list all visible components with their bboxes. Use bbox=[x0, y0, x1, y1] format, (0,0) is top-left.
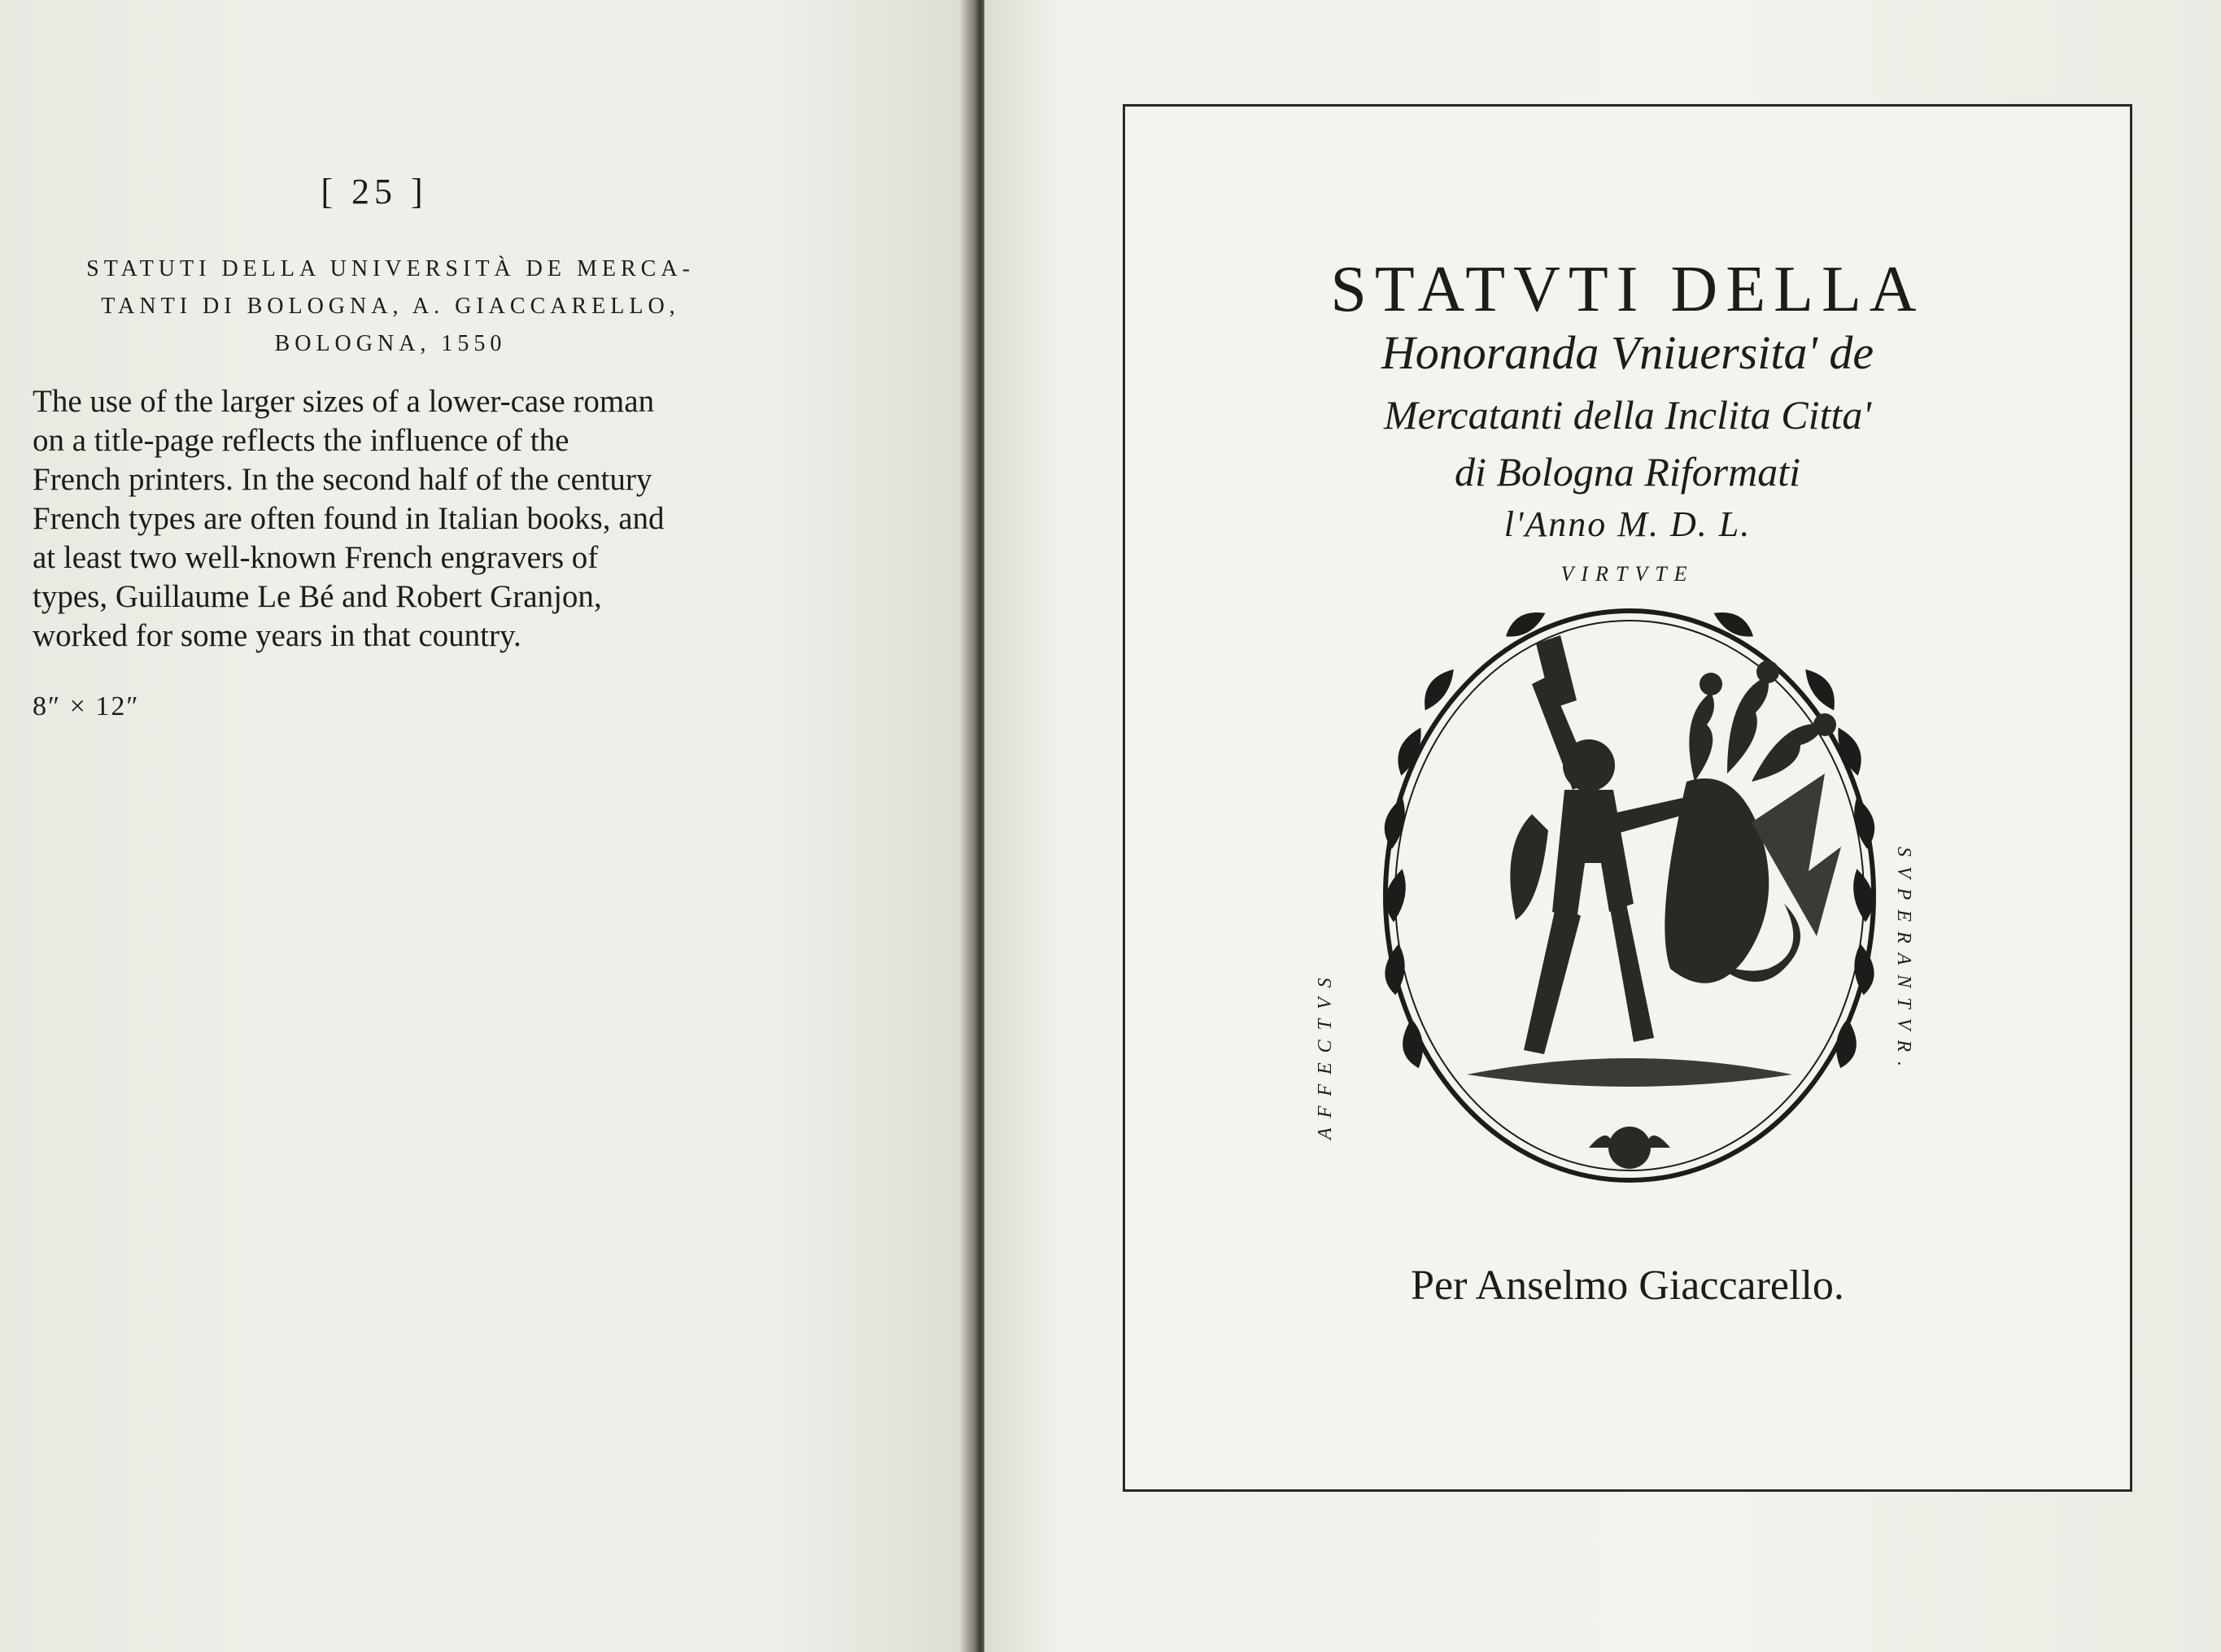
body-line: French printers. In the second half of the century bbox=[33, 462, 652, 497]
body-line: types, Guillaume Le Bé and Robert Granjon, bbox=[33, 579, 602, 614]
left-page bbox=[0, 0, 976, 1652]
motto-top: VIRTVTE bbox=[1560, 562, 1695, 586]
plate-date-line: l'Anno M. D. L. bbox=[1503, 504, 1752, 544]
heading-line: TANTI DI BOLOGNA, A. GIACCARELLO, bbox=[101, 294, 680, 319]
body-line: at least two well-known French engravers of bbox=[33, 540, 599, 575]
heading-line: STATUTI DELLA UNIVERSITÀ DE MERCA- bbox=[86, 256, 695, 281]
title-page-plate bbox=[1123, 104, 2132, 1492]
plate-title-line: Mercatanti della Inclita Citta' bbox=[1383, 392, 1872, 438]
body-line: The use of the larger sizes of a lower-case roman bbox=[33, 384, 655, 419]
plate-title: STATVTI DELLA bbox=[1330, 254, 1925, 325]
plate-title-line: di Bologna Riformati bbox=[1455, 449, 1800, 495]
heading-line: BOLOGNA, 1550 bbox=[274, 331, 507, 356]
imprint: Per Anselmo Giaccarello. bbox=[1411, 1262, 1844, 1309]
plate-title-line: Honoranda Vniuersita' de bbox=[1381, 326, 1874, 379]
motto-left-text: AFFECTVS bbox=[1315, 968, 1336, 1140]
motto-right-text: SVPERANTVR. bbox=[1893, 847, 1914, 1076]
page-number: [ 25 ] bbox=[321, 172, 428, 211]
page-dimensions: 8″ × 12″ bbox=[33, 691, 140, 721]
entry-description bbox=[33, 382, 740, 656]
entry-heading bbox=[33, 251, 748, 363]
body-line: French types are often found in Italian books, and bbox=[33, 501, 665, 536]
hercules-slaying-hydra-woodcut-icon bbox=[1345, 578, 1914, 1197]
body-line: on a title-page reflects the influence of the bbox=[33, 423, 569, 458]
body-line: worked for some years in that country. bbox=[33, 618, 521, 653]
